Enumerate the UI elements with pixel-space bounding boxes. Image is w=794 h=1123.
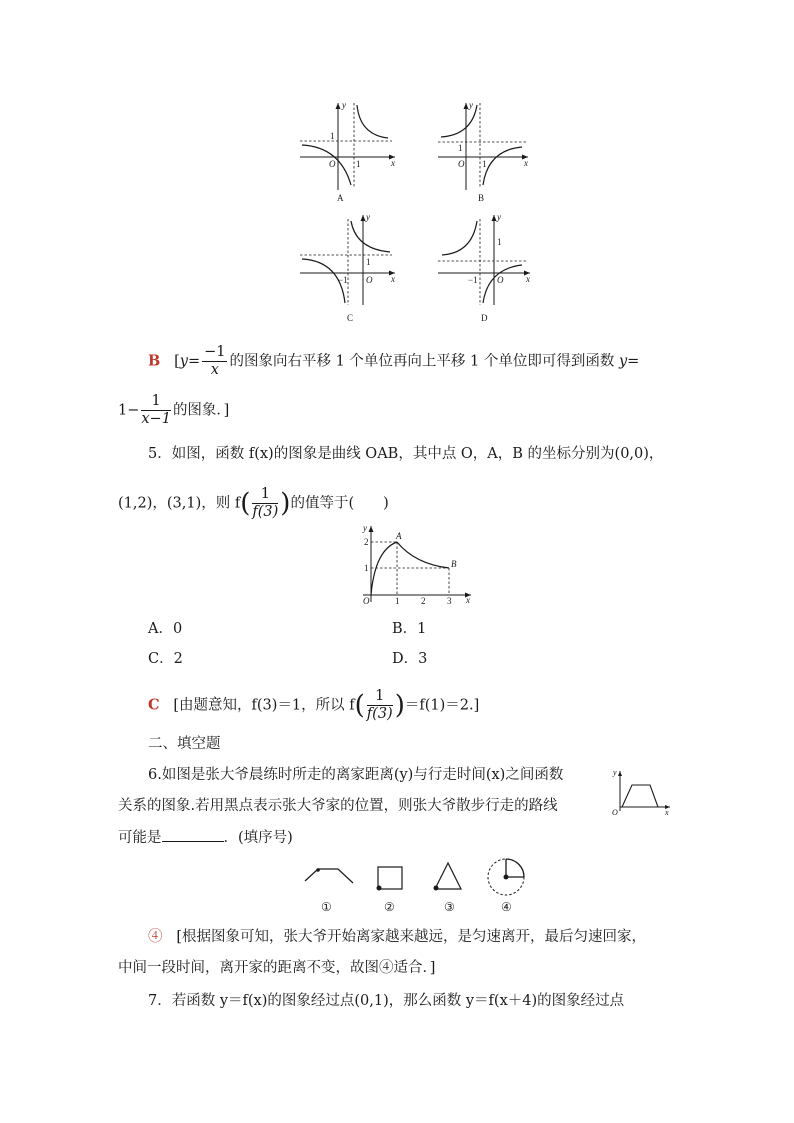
graph-b-one-x: 1: [482, 159, 487, 169]
route-1: [305, 868, 353, 914]
q5-graph-x-label: x: [466, 595, 470, 605]
q6-distance-time-graph: [610, 765, 675, 815]
q6-graph-origin: O: [612, 808, 618, 815]
q5-graph-y-label: y: [363, 523, 367, 533]
q4-answer-line1: B [y= $\frac{-1}{x}$ 的图象向右平移 1 个单位再向上平移 1 个单位即可得到函数 y=: [148, 344, 640, 378]
q6-stem-line3: 可能是 ．(填序号): [118, 827, 293, 848]
graph-a-y-label: y: [342, 100, 346, 110]
q5-graph-point-a: A: [396, 531, 402, 541]
graph-c-neg-one: −1: [338, 275, 348, 285]
graph-a: [300, 100, 395, 203]
q5-answer-fraction: $\frac{1}{f(3)}$: [366, 688, 393, 722]
four-hyperbola-graphs: [290, 95, 550, 325]
route-2-label: ②: [384, 900, 395, 914]
q6-answer-blank[interactable]: [162, 827, 224, 842]
graph-c: [300, 212, 395, 323]
q6-route-figures: [298, 855, 538, 915]
q5-answer-letter: C: [148, 696, 160, 714]
graph-d-one-y: 1: [497, 237, 502, 247]
graph-a-one-y: 1: [330, 131, 335, 141]
q4-fraction-2: $\frac{1}{x-1}$: [141, 393, 171, 427]
q5-graph-xtick-3: 3: [447, 596, 452, 606]
graph-d-origin: O: [497, 275, 504, 285]
q6-graph-x-label: x: [665, 808, 669, 815]
q5-option-d[interactable]: D．3: [392, 651, 428, 667]
graph-b-one-y: 1: [458, 143, 463, 153]
q6-stem-line1: 6.如图是张大爷晨练时所走的离家距离(y)与行走时间(x)之间函数: [148, 767, 564, 783]
graph-d-y-label: y: [497, 212, 501, 222]
q6-answer-line2: 中间一段时间，离开家的距离不变，故图④适合．]: [118, 960, 436, 976]
q5-option-c[interactable]: C．2: [148, 651, 183, 667]
q4-answer-line2: 1− $\frac{1}{x-1}$ 的图象．]: [118, 393, 230, 427]
q6-stem-line2: 关系的图象.若用黑点表示张大爷家的位置，则张大爷散步行走的路线: [118, 798, 558, 814]
q5-graph-xtick-2: 2: [421, 596, 426, 606]
graph-a-one-x: 1: [356, 159, 361, 169]
route-4-label: ④: [501, 900, 512, 914]
q5-option-a[interactable]: A．0: [148, 621, 183, 637]
graph-c-x-label: x: [391, 274, 395, 284]
graph-b-label: B: [478, 193, 485, 203]
q4-answer-letter: B: [148, 352, 161, 370]
graph-b-origin: O: [458, 159, 465, 169]
graph-c-one-y: 1: [366, 257, 371, 267]
section-heading: 二、填空题: [148, 736, 221, 752]
graph-b-y-label: y: [469, 100, 473, 110]
q5-graph-origin: O: [363, 596, 370, 606]
graph-d-neg-one: −1: [468, 275, 478, 285]
q5-graph-xtick-1: 1: [395, 596, 400, 606]
q5-fraction: $\frac{1}{f(3)}$: [252, 486, 279, 520]
graph-a-x-label: x: [391, 158, 395, 168]
q5-stem-line2: (1,2)，(3,1)，则 f( $\frac{1}{f(3)}$ )的值等于( ): [118, 486, 389, 520]
graph-d: [438, 212, 530, 323]
q5-graph-point-b: B: [451, 559, 457, 569]
graph-b-x-label: x: [524, 158, 528, 168]
q5-answer: C [由题意知，f(3)＝1，所以 f( $\frac{1}{f(3)}$ )＝f(1)＝2.]: [148, 688, 480, 722]
q5-function-graph: [355, 522, 480, 607]
route-2: [377, 867, 403, 914]
q6-answer-mark: ④: [148, 929, 163, 945]
q5-graph-ytick-1: 1: [364, 563, 369, 573]
graph-d-label: D: [481, 313, 488, 323]
route-3-label: ③: [444, 900, 455, 914]
q7-stem-line1: 7．若函数 y＝f(x)的图象经过点(0,1)，那么函数 y＝f(x＋4)的图象经过点: [148, 993, 625, 1009]
graph-b: [438, 100, 528, 203]
graph-c-y-label: y: [366, 212, 370, 222]
route-3: [434, 863, 462, 914]
graph-a-label: A: [337, 193, 344, 203]
route-4: [488, 859, 524, 914]
graph-d-x-label: x: [526, 274, 530, 284]
route-1-label: ①: [321, 900, 332, 914]
q6-answer-line1: ④ [根据图象可知，张大爷开始离家越来越远，是匀速离开，最后匀速回家，: [148, 929, 646, 945]
q5-option-b[interactable]: B．1: [392, 621, 427, 637]
q6-graph-y-label: y: [613, 768, 617, 777]
q5-graph-ytick-2: 2: [364, 537, 369, 547]
graph-c-label: C: [347, 313, 354, 323]
graph-c-origin: O: [366, 275, 373, 285]
graph-a-origin: O: [329, 159, 336, 169]
q4-fraction-1: $\frac{-1}{x}$: [204, 344, 226, 378]
q5-stem-line1: 5．如图，函数 f(x)的图象是曲线 OAB，其中点 O，A，B 的坐标分别为(0,0)，: [148, 446, 664, 462]
